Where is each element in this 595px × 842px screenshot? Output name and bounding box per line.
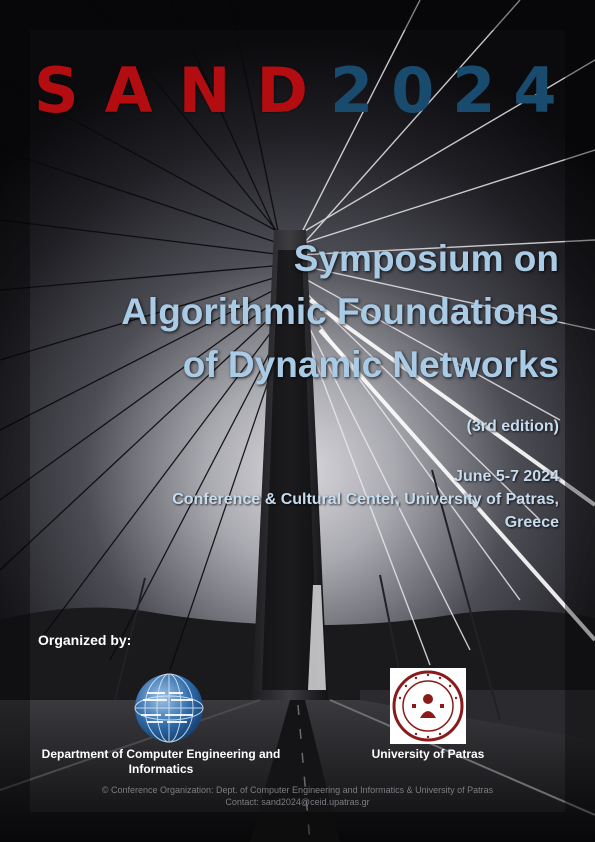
venue-line-2: Greece xyxy=(504,514,559,531)
conference-dates: June 5-7 2024 xyxy=(454,468,559,485)
university-of-patras-seal xyxy=(390,668,466,744)
ceid-globe-logo xyxy=(133,672,205,744)
department-name xyxy=(30,747,292,777)
copyright-notice: © Conference Organization: Dept. of Computer Engineering and Informatics & University of Patras xyxy=(101,785,494,795)
organized-by-label: Organized by: xyxy=(38,632,132,648)
department-name-line-1: Department of Computer Engineering and xyxy=(41,747,281,761)
university-name: University of Patras xyxy=(371,747,485,761)
department-name-line-2: Informatics xyxy=(128,762,194,776)
edition-label: (3rd edition) xyxy=(466,418,559,435)
symposium-title-line-3: of Dynamic Networks xyxy=(182,344,559,385)
conference-year: 2024 xyxy=(330,54,575,127)
contact-email: Contact: sand2024@ceid.upatras.gr xyxy=(225,797,370,807)
venue-line-1: Conference & Cultural Center, University of Patras, xyxy=(172,491,559,508)
symposium-title-line-2: Algorithmic Foundations xyxy=(121,291,559,332)
symposium-title-line-1: Symposium on xyxy=(293,238,559,279)
conference-acronym: SAND xyxy=(34,54,334,127)
